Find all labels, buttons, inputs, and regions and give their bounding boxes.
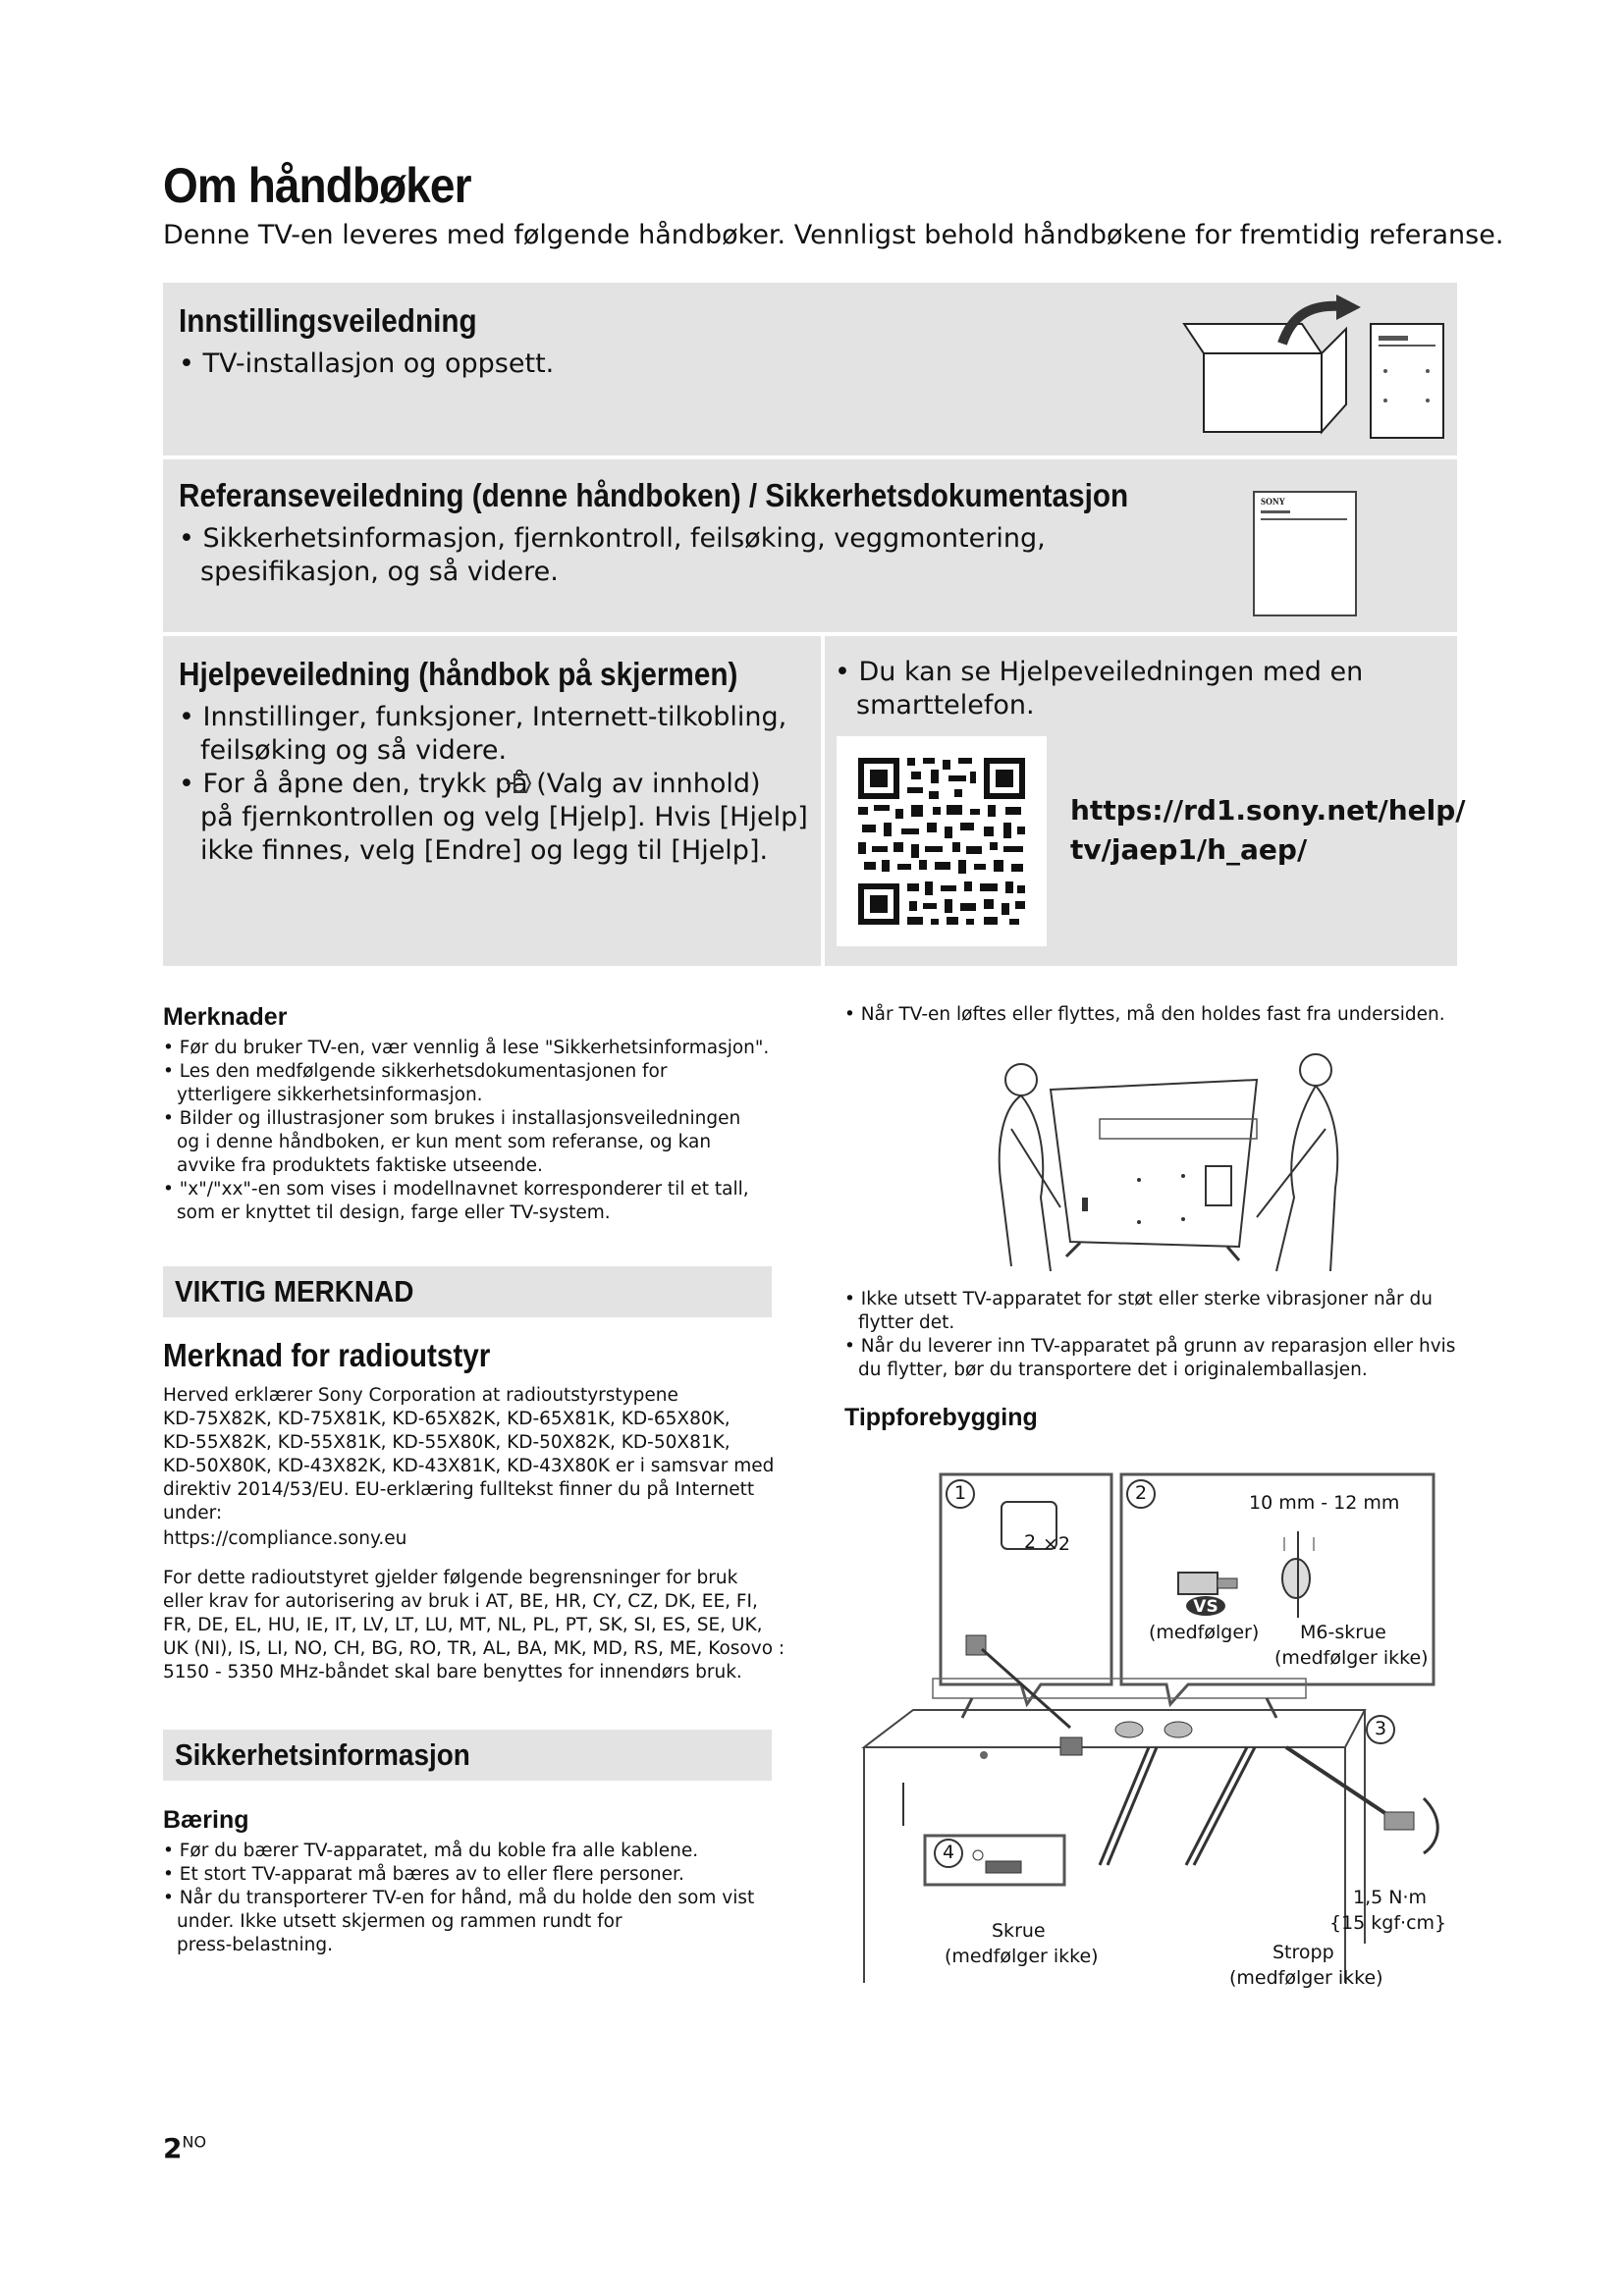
carrying-heading: Bæring bbox=[163, 1806, 249, 1834]
help-guide-panel bbox=[163, 636, 821, 966]
setup-guide-bullet: • TV-installasjon og oppsett. bbox=[179, 348, 555, 379]
help-guide-bullet2-line2: på fjernkontrollen og velg [Hjelp]. Hvis [Hjelp] bbox=[200, 802, 808, 832]
m6-not-included-label: (medfølger ikke) bbox=[1274, 1647, 1429, 1669]
vs-badge: VS bbox=[1193, 1597, 1218, 1617]
restriction-line: UK (NI), IS, LI, NO, CH, BG, RO, TR, AL, BA, MK, MD, RS, ME, Kosovo : bbox=[163, 1638, 785, 1659]
notes-item: ytterligere sikkerhetsinformasjon. bbox=[177, 1085, 483, 1105]
included-label: (medfølger) bbox=[1149, 1622, 1260, 1643]
carry-line: • Før du bærer TV-apparatet, må du koble fra alle kablene. bbox=[163, 1841, 699, 1861]
page-number-value: 2 bbox=[163, 2132, 183, 2164]
setup-guide-title: Innstillingsveiledning bbox=[179, 302, 477, 339]
reference-booklet-icon bbox=[1253, 491, 1357, 616]
carry-line: press-belastning. bbox=[177, 1935, 333, 1955]
help-guide-bullet1-line1: • Innstillinger, funksjoner, Internett-tilkobling, bbox=[179, 702, 787, 732]
carrying-text bbox=[163, 1840, 791, 1957]
booklet-brand: SONY bbox=[1261, 497, 1286, 507]
setup-guide-panel bbox=[163, 283, 1457, 455]
box-unpacking-icon bbox=[1174, 294, 1449, 442]
help-guide-url-line1[interactable]: https://rd1.sony.net/help/ bbox=[1070, 794, 1466, 827]
restriction-line: For dette radioutstyret gjelder følgende begrensninger for bruk bbox=[163, 1568, 738, 1588]
strap-label: Stropp bbox=[1272, 1942, 1334, 1963]
reference-guide-title: Referanseveiledning (denne håndboken) / Sikkerhetsdokumentasjon bbox=[179, 477, 1129, 513]
content-select-icon bbox=[507, 772, 532, 795]
notes-item: • Les den medfølgende sikkerhetsdokumentasjonen for bbox=[163, 1061, 668, 1082]
two-person-carry-illustration bbox=[982, 1050, 1355, 1276]
m6-screw-label: M6-skrue bbox=[1300, 1622, 1386, 1643]
help-guide-bullet1-line2: feilsøking og så videre. bbox=[200, 735, 508, 766]
move-line: • Ikke utsett TV-apparatet for støt eller sterke vibrasjoner når du bbox=[844, 1289, 1433, 1309]
important-notice-band bbox=[163, 1266, 772, 1317]
bracket-quantity: ×2 bbox=[1043, 1533, 1071, 1555]
notes-item: som er knyttet til design, farge eller TV-system. bbox=[177, 1202, 611, 1223]
spacing-measurement: 10 mm - 12 mm bbox=[1249, 1492, 1400, 1514]
move-line: flytter det. bbox=[858, 1312, 955, 1333]
radio-line: KD-50X80K, KD-43X82K, KD-43X81K, KD-43X80K er i samsvar med bbox=[163, 1456, 775, 1476]
notes-item: • Før du bruker TV-en, vær vennlig å lese "Sikkerhetsinformasjon". bbox=[163, 1038, 770, 1058]
notes-item: • Bilder og illustrasjoner som brukes i installasjonsveiledningen bbox=[163, 1108, 741, 1129]
moving-notes bbox=[844, 1288, 1463, 1382]
radio-line: direktiv 2014/53/EU. EU-erklæring fulltekst finner du på Internett bbox=[163, 1479, 755, 1500]
step-1-number: 1 bbox=[953, 1482, 967, 1504]
move-line: du flytter, bør du transportere det i originalemballasjen. bbox=[858, 1360, 1368, 1380]
safety-info-label: Sikkerhetsinformasjon bbox=[175, 1737, 470, 1772]
restriction-line: eller krav for autorisering av bruk i AT, BE, HR, CY, CZ, DK, EE, FI, bbox=[163, 1591, 758, 1612]
move-line: • Når du leverer inn TV-apparatet på grunn av reparasjon eller hvis bbox=[844, 1336, 1456, 1357]
page-title: Om håndbøker bbox=[163, 158, 471, 213]
torque-kgf: {15 kgf·cm} bbox=[1329, 1912, 1447, 1934]
restriction-line: FR, DE, EL, HU, IE, IT, LV, LT, LU, MT, NL, PL, PT, SK, SI, ES, SE, UK, bbox=[163, 1615, 763, 1635]
reference-guide-bullet-line1: • Sikkerhetsinformasjon, fjernkontroll, feilsøking, veggmontering, bbox=[179, 523, 1046, 554]
safety-info-band bbox=[163, 1730, 772, 1781]
reference-guide-bullet-line2: spesifikasjon, og så videre. bbox=[200, 557, 559, 587]
page-number bbox=[163, 2132, 206, 2164]
carry-line: • Et stort TV-apparat må bæres av to eller flere personer. bbox=[163, 1864, 684, 1885]
help-guide-title: Hjelpeveiledning (håndbok på skjermen) bbox=[179, 656, 738, 692]
torque-nm: 1,5 N·m bbox=[1353, 1887, 1428, 1908]
screw-not-included-label: (medfølger ikke) bbox=[945, 1946, 1099, 1967]
radio-line: KD-75X82K, KD-75X81K, KD-65X82K, KD-65X81K, KD-65X80K, bbox=[163, 1409, 731, 1429]
help-guide-bullet2-line3: ikke finnes, velg [Endre] og legg til [Hjelp]. bbox=[200, 835, 769, 866]
radio-equipment-heading: Merknad for radioutstyr bbox=[163, 1337, 491, 1373]
compliance-link[interactable]: https://compliance.sony.eu bbox=[163, 1528, 407, 1549]
radio-line: KD-55X82K, KD-55X81K, KD-55X80K, KD-50X82K, KD-50X81K, bbox=[163, 1432, 731, 1453]
screw-label: Skrue bbox=[992, 1920, 1046, 1942]
carry-line: under. Ikke utsett skjermen og rammen rundt for bbox=[177, 1911, 623, 1932]
step-2-number: 2 bbox=[1134, 1482, 1148, 1504]
tip-prevention-heading: Tippforebygging bbox=[844, 1404, 1038, 1431]
page-language: NO bbox=[182, 2132, 207, 2152]
help-guide-url-line2[interactable]: tv/jaep1/h_aep/ bbox=[1070, 833, 1308, 866]
page-subtitle: Denne TV-en leveres med følgende håndbøker. Vennligst behold håndbøkene for fremtidig referanse. bbox=[163, 220, 1504, 250]
radio-equipment-text bbox=[163, 1384, 791, 1684]
lift-note: • Når TV-en løftes eller flyttes, må den holdes fast fra undersiden. bbox=[844, 1004, 1445, 1025]
carry-line: • Når du transporterer TV-en for hånd, må du holde den som vist bbox=[163, 1888, 755, 1908]
radio-line: Herved erklærer Sony Corporation at radioutstyrstypene bbox=[163, 1385, 678, 1406]
notes-item: og i denne håndboken, er kun ment som referanse, og kan bbox=[177, 1132, 712, 1152]
notes-list bbox=[163, 1037, 791, 1225]
help-guide-bullet2-line1: • For å åpne den, trykk på (Valg av innhold) bbox=[179, 769, 761, 799]
help-guide-phone-line2: smarttelefon. bbox=[856, 690, 1035, 721]
notes-heading: Merknader bbox=[163, 1003, 288, 1031]
important-notice-label: VIKTIG MERKNAD bbox=[175, 1274, 414, 1308]
notes-item: avvike fra produktets faktiske utseende. bbox=[177, 1155, 543, 1176]
step-3-number: 3 bbox=[1374, 1718, 1387, 1739]
bracket-number: 2 bbox=[1023, 1531, 1037, 1553]
restriction-line: 5150 - 5350 MHz-båndet skal bare benyttes for innendørs bruk. bbox=[163, 1662, 742, 1682]
help-guide-phone-line1: • Du kan se Hjelpeveiledningen med en bbox=[835, 657, 1364, 687]
reference-guide-panel bbox=[163, 459, 1457, 632]
strap-not-included-label: (medfølger ikke) bbox=[1229, 1967, 1383, 1989]
step-4-number: 4 bbox=[942, 1842, 955, 1863]
notes-item: • "x"/"xx"-en som vises i modellnavnet korresponderer til et tall, bbox=[163, 1179, 749, 1200]
radio-line: under: bbox=[163, 1503, 223, 1523]
help-guide-qr-code[interactable] bbox=[837, 736, 1047, 946]
